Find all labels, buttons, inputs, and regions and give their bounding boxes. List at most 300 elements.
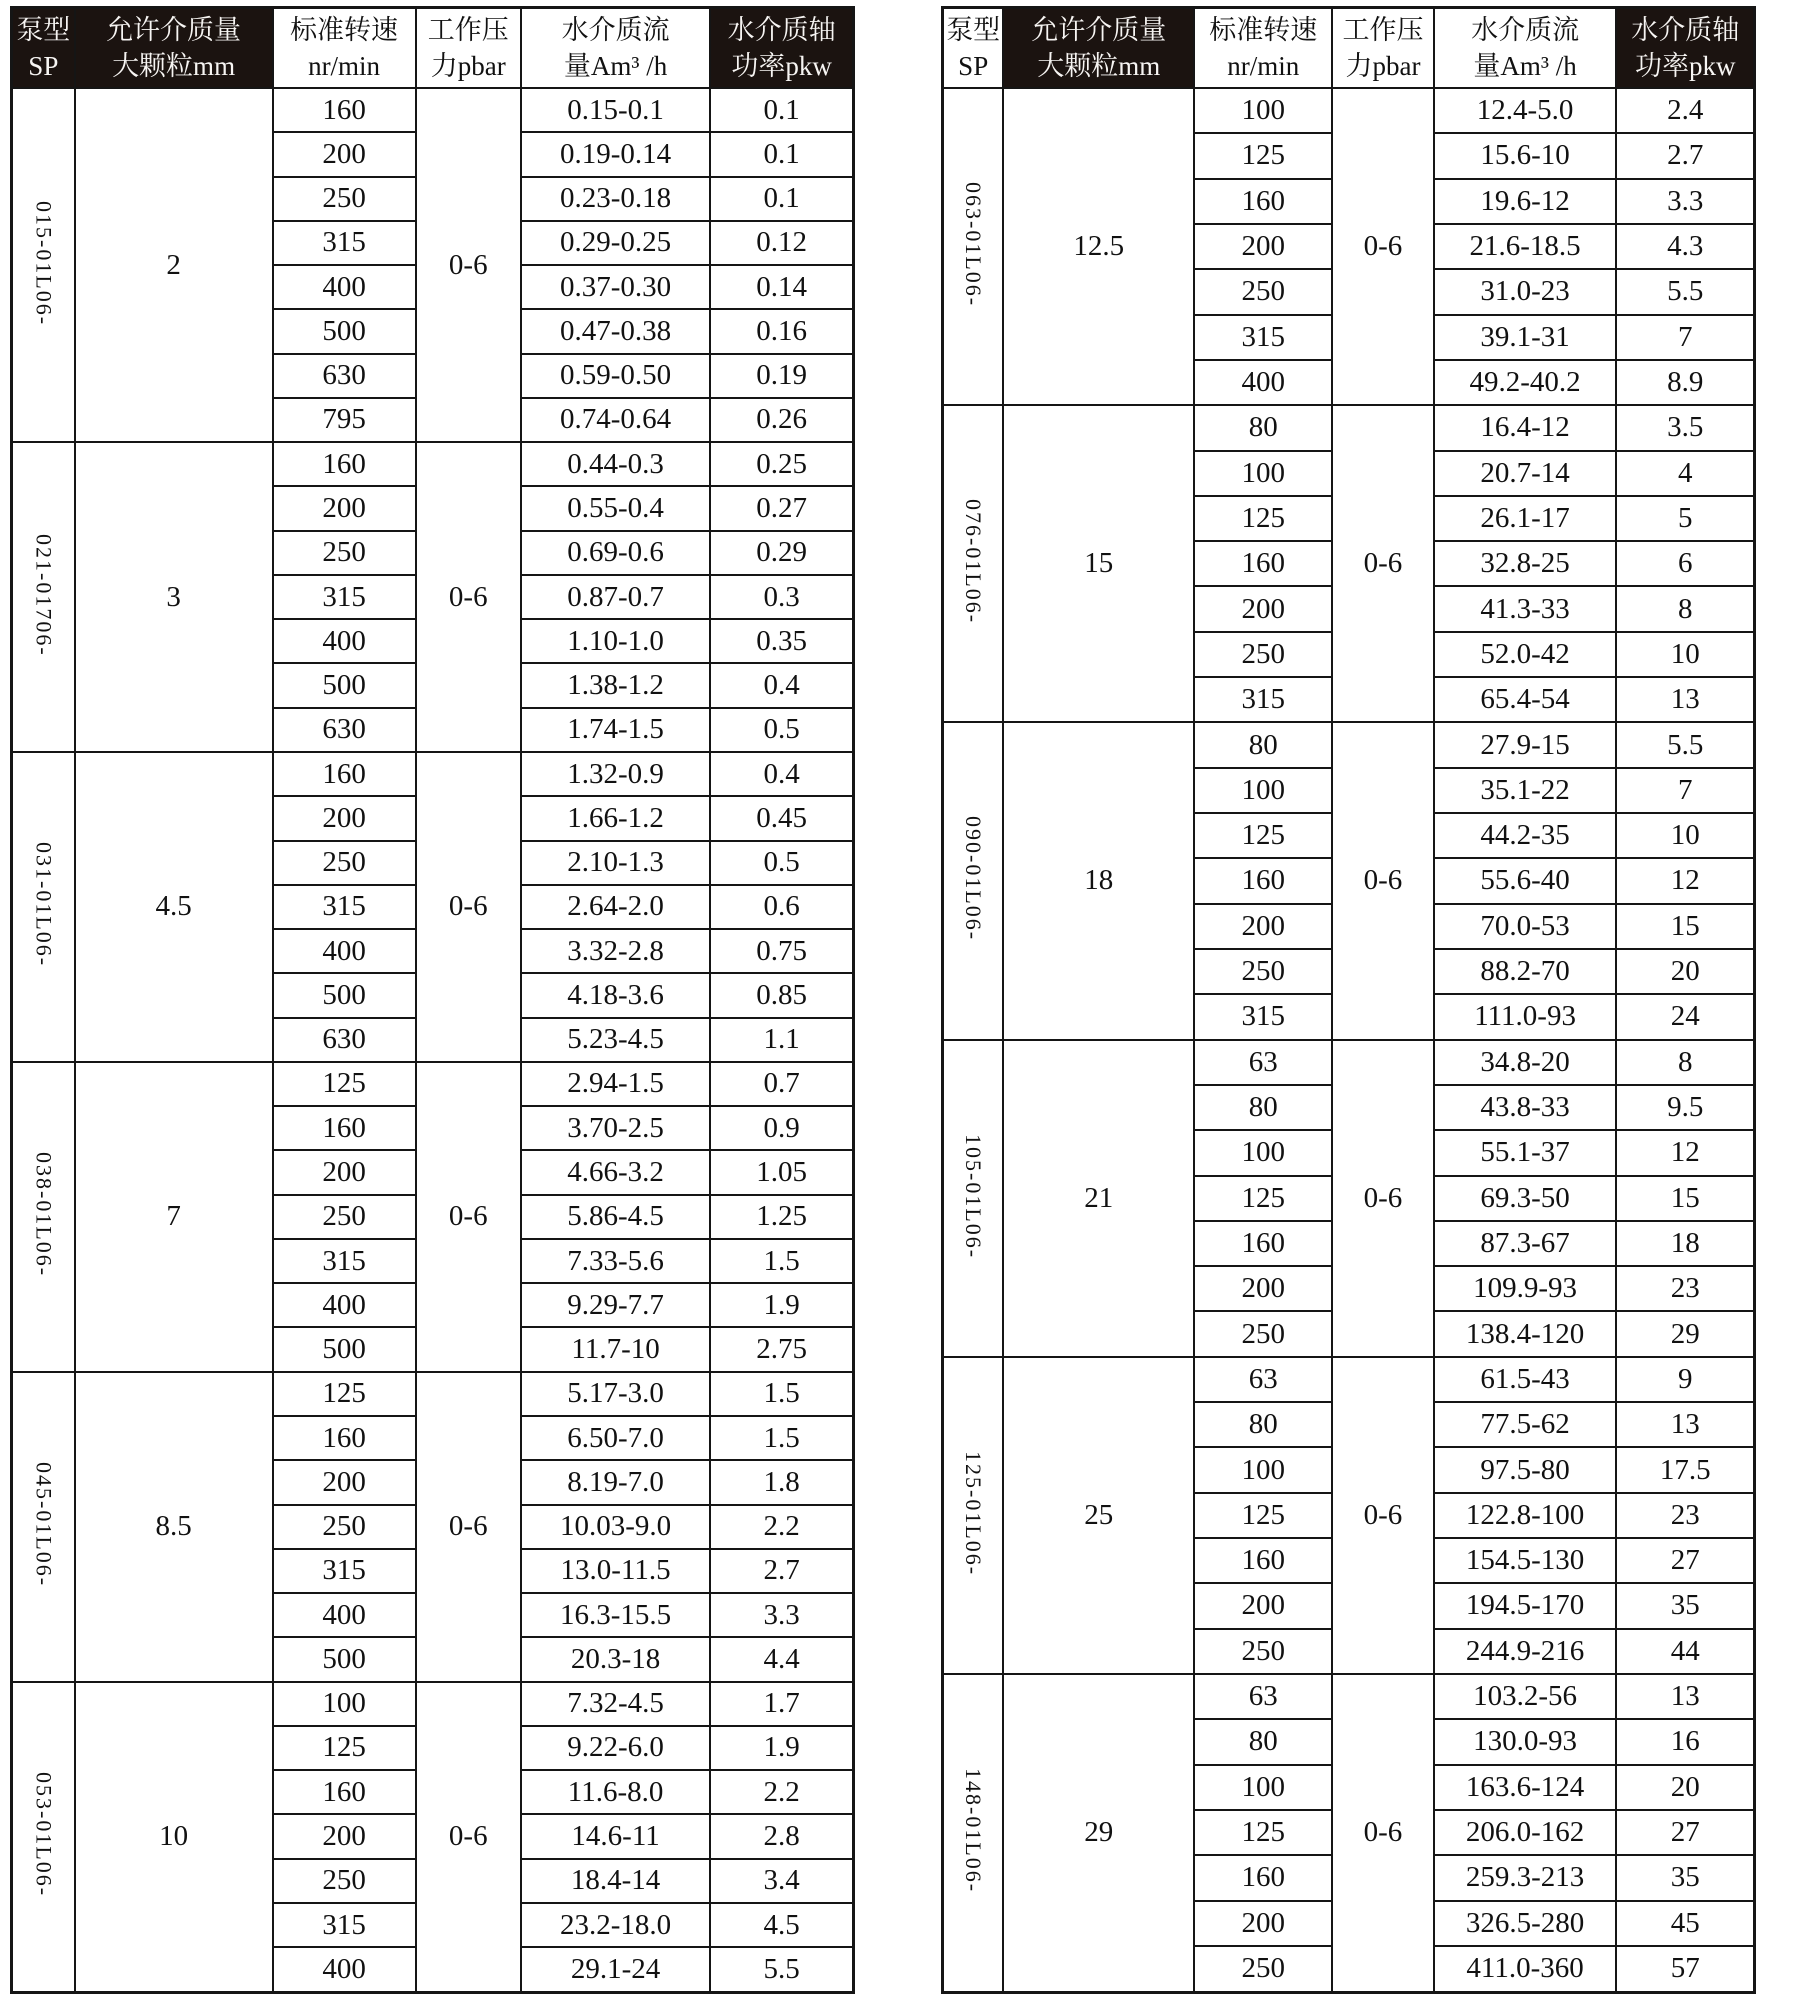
flow-range: 11.6-8.0 [521, 1770, 710, 1814]
flow-range: 12.4-5.0 [1434, 88, 1617, 133]
speed-value: 125 [1194, 1810, 1332, 1855]
shaft-power: 1.25 [710, 1195, 853, 1239]
flow-range: 23.2-18.0 [521, 1903, 710, 1947]
flow-range: 1.38-1.2 [521, 663, 710, 707]
speed-value: 200 [1194, 1266, 1332, 1311]
shaft-power: 1.8 [710, 1460, 853, 1504]
shaft-power: 1.5 [710, 1416, 853, 1460]
speed-value: 315 [273, 221, 416, 265]
flow-range: 15.6-10 [1434, 133, 1617, 178]
speed-value: 500 [273, 663, 416, 707]
header-pump-type: 泵型 SP [943, 8, 1004, 89]
pump-spec-table-right [941, 6, 1756, 1994]
flow-range: 20.3-18 [521, 1637, 710, 1681]
shaft-power: 15 [1616, 904, 1754, 949]
flow-range: 97.5-80 [1434, 1447, 1617, 1492]
pump-model-text: 063-01L06- [961, 182, 987, 308]
flow-range: 0.55-0.4 [521, 486, 710, 530]
pump-model [12, 1062, 75, 1372]
flow-range: 44.2-35 [1434, 813, 1617, 858]
speed-value: 100 [1194, 88, 1332, 133]
speed-value: 400 [273, 929, 416, 973]
speed-value: 315 [273, 1239, 416, 1283]
speed-value: 200 [273, 1150, 416, 1194]
flow-range: 0.23-0.18 [521, 177, 710, 221]
speed-value: 63 [1194, 1674, 1332, 1719]
speed-value: 400 [273, 1947, 416, 1992]
flow-range: 61.5-43 [1434, 1357, 1617, 1402]
speed-value: 400 [273, 619, 416, 663]
shaft-power: 0.35 [710, 619, 853, 663]
header-flow: 水介质流 量Am³ /h [521, 8, 710, 89]
speed-value: 500 [273, 309, 416, 353]
shaft-power: 0.19 [710, 354, 853, 398]
table-row [12, 1682, 854, 1726]
shaft-power: 0.75 [710, 929, 853, 973]
particle-size: 2 [75, 88, 273, 442]
shaft-power: 5.5 [1616, 269, 1754, 314]
particle-size: 7 [75, 1062, 273, 1372]
pump-model-text: 021-01706- [31, 533, 57, 657]
pump-model [943, 1674, 1004, 1993]
pump-model [12, 1372, 75, 1682]
speed-value: 125 [273, 1372, 416, 1416]
speed-value: 250 [1194, 949, 1332, 994]
flow-range: 4.66-3.2 [521, 1150, 710, 1194]
shaft-power: 0.25 [710, 442, 853, 486]
speed-value: 500 [273, 1637, 416, 1681]
shaft-power: 10 [1616, 632, 1754, 677]
working-pressure: 0-6 [1332, 1357, 1434, 1674]
flow-range: 154.5-130 [1434, 1538, 1617, 1583]
speed-value: 100 [1194, 768, 1332, 813]
flow-range: 43.8-33 [1434, 1085, 1617, 1130]
speed-value: 100 [1194, 1130, 1332, 1175]
shaft-power: 57 [1616, 1946, 1754, 1993]
speed-value: 63 [1194, 1357, 1332, 1402]
speed-value: 200 [1194, 1583, 1332, 1628]
pump-model-text: 053-01L06- [31, 1772, 57, 1898]
shaft-power: 1.05 [710, 1150, 853, 1194]
shaft-power: 13 [1616, 1402, 1754, 1447]
flow-range: 16.3-15.5 [521, 1593, 710, 1637]
shaft-power: 20 [1616, 949, 1754, 994]
shaft-power: 0.9 [710, 1106, 853, 1150]
flow-range: 35.1-22 [1434, 768, 1617, 813]
flow-range: 0.44-0.3 [521, 442, 710, 486]
flow-range: 31.0-23 [1434, 269, 1617, 314]
speed-value: 160 [1194, 1221, 1332, 1266]
particle-size: 21 [1003, 1040, 1194, 1357]
flow-range: 138.4-120 [1434, 1311, 1617, 1356]
flow-range: 244.9-216 [1434, 1629, 1617, 1674]
pump-model-text: 015-01L06- [31, 200, 57, 326]
shaft-power: 2.8 [710, 1814, 853, 1858]
flow-range: 111.0-93 [1434, 994, 1617, 1039]
speed-value: 100 [1194, 1447, 1332, 1492]
table-row [943, 1040, 1755, 1085]
pump-model-text: 105-01L06- [961, 1133, 987, 1259]
flow-range: 29.1-24 [521, 1947, 710, 1992]
table-row [12, 88, 854, 132]
pump-model [943, 722, 1004, 1039]
particle-size: 15 [1003, 405, 1194, 722]
speed-value: 160 [1194, 1538, 1332, 1583]
flow-range: 411.0-360 [1434, 1946, 1617, 1993]
shaft-power: 18 [1616, 1221, 1754, 1266]
speed-value: 250 [273, 1505, 416, 1549]
flow-range: 163.6-124 [1434, 1765, 1617, 1810]
flow-range: 19.6-12 [1434, 179, 1617, 224]
speed-value: 160 [1194, 1855, 1332, 1900]
table-row [12, 1062, 854, 1106]
shaft-power: 4.5 [710, 1903, 853, 1947]
working-pressure: 0-6 [416, 1372, 521, 1682]
speed-value: 250 [1194, 1311, 1332, 1356]
table-row [943, 1357, 1755, 1402]
shaft-power: 12 [1616, 1130, 1754, 1175]
shaft-power: 5.5 [1616, 722, 1754, 767]
speed-value: 250 [1194, 1629, 1332, 1674]
speed-value: 200 [1194, 904, 1332, 949]
pump-model-text: 090-01L06- [961, 816, 987, 942]
flow-range: 0.29-0.25 [521, 221, 710, 265]
speed-value: 100 [273, 1682, 416, 1726]
speed-value: 250 [273, 841, 416, 885]
shaft-power: 6 [1616, 541, 1754, 586]
particle-size: 25 [1003, 1357, 1194, 1674]
shaft-power: 8 [1616, 586, 1754, 631]
flow-range: 5.17-3.0 [521, 1372, 710, 1416]
shaft-power: 17.5 [1616, 1447, 1754, 1492]
flow-range: 52.0-42 [1434, 632, 1617, 677]
flow-range: 88.2-70 [1434, 949, 1617, 994]
flow-range: 0.69-0.6 [521, 531, 710, 575]
pump-model [943, 1357, 1004, 1674]
flow-range: 26.1-17 [1434, 496, 1617, 541]
shaft-power: 0.12 [710, 221, 853, 265]
flow-range: 77.5-62 [1434, 1402, 1617, 1447]
shaft-power: 0.4 [710, 752, 853, 796]
shaft-power: 16 [1616, 1719, 1754, 1764]
speed-value: 795 [273, 398, 416, 442]
shaft-power: 0.16 [710, 309, 853, 353]
shaft-power: 10 [1616, 813, 1754, 858]
header-pressure: 工作压 力pbar [416, 8, 521, 89]
flow-range: 70.0-53 [1434, 904, 1617, 949]
flow-range: 41.3-33 [1434, 586, 1617, 631]
shaft-power: 1.7 [710, 1682, 853, 1726]
flow-range: 0.19-0.14 [521, 132, 710, 176]
speed-value: 400 [273, 1593, 416, 1637]
shaft-power: 0.6 [710, 885, 853, 929]
speed-value: 80 [1194, 1719, 1332, 1764]
speed-value: 200 [1194, 224, 1332, 269]
speed-value: 125 [1194, 813, 1332, 858]
flow-range: 8.19-7.0 [521, 1460, 710, 1504]
shaft-power: 0.4 [710, 663, 853, 707]
speed-value: 200 [1194, 1901, 1332, 1946]
shaft-power: 27 [1616, 1538, 1754, 1583]
speed-value: 500 [273, 973, 416, 1017]
shaft-power: 2.75 [710, 1327, 853, 1371]
flow-range: 122.8-100 [1434, 1493, 1617, 1538]
particle-size: 3 [75, 442, 273, 752]
speed-value: 500 [273, 1327, 416, 1371]
speed-value: 100 [1194, 451, 1332, 496]
shaft-power: 0.29 [710, 531, 853, 575]
speed-value: 200 [273, 796, 416, 840]
shaft-power: 20 [1616, 1765, 1754, 1810]
shaft-power: 8 [1616, 1040, 1754, 1085]
speed-value: 100 [1194, 1765, 1332, 1810]
speed-value: 630 [273, 354, 416, 398]
shaft-power: 13 [1616, 677, 1754, 722]
speed-value: 315 [273, 1549, 416, 1593]
header-particle: 允许介质量 大颗粒mm [1003, 8, 1194, 89]
table-row [943, 1674, 1755, 1719]
header-power: 水介质轴 功率pkw [1616, 8, 1754, 89]
shaft-power: 2.4 [1616, 88, 1754, 133]
flow-range: 69.3-50 [1434, 1176, 1617, 1221]
table-row [943, 405, 1755, 450]
shaft-power: 5.5 [710, 1947, 853, 1992]
speed-value: 125 [273, 1726, 416, 1770]
speed-value: 80 [1194, 405, 1332, 450]
flow-range: 39.1-31 [1434, 315, 1617, 360]
speed-value: 200 [273, 1460, 416, 1504]
shaft-power: 0.1 [710, 132, 853, 176]
particle-size: 8.5 [75, 1372, 273, 1682]
flow-range: 1.66-1.2 [521, 796, 710, 840]
speed-value: 160 [273, 1416, 416, 1460]
shaft-power: 9.5 [1616, 1085, 1754, 1130]
flow-range: 55.1-37 [1434, 1130, 1617, 1175]
shaft-power: 8.9 [1616, 360, 1754, 405]
table-body-left [12, 88, 854, 1993]
speed-value: 160 [273, 442, 416, 486]
flow-range: 3.70-2.5 [521, 1106, 710, 1150]
speed-value: 80 [1194, 1085, 1332, 1130]
speed-value: 250 [1194, 269, 1332, 314]
speed-value: 200 [273, 486, 416, 530]
speed-value: 315 [273, 575, 416, 619]
shaft-power: 23 [1616, 1493, 1754, 1538]
pump-model-text: 125-01L06- [961, 1450, 987, 1576]
working-pressure: 0-6 [416, 442, 521, 752]
pump-model-text: 038-01L06- [31, 1152, 57, 1278]
shaft-power: 0.7 [710, 1062, 853, 1106]
shaft-power: 9 [1616, 1357, 1754, 1402]
speed-value: 80 [1194, 722, 1332, 767]
speed-value: 160 [273, 1770, 416, 1814]
speed-value: 200 [1194, 586, 1332, 631]
shaft-power: 35 [1616, 1855, 1754, 1900]
pump-model-text: 045-01L06- [31, 1462, 57, 1588]
flow-range: 87.3-67 [1434, 1221, 1617, 1266]
speed-value: 160 [1194, 541, 1332, 586]
shaft-power: 1.5 [710, 1372, 853, 1416]
shaft-power: 0.14 [710, 265, 853, 309]
shaft-power: 0.85 [710, 973, 853, 1017]
shaft-power: 1.5 [710, 1239, 853, 1283]
speed-value: 315 [1194, 677, 1332, 722]
speed-value: 125 [273, 1062, 416, 1106]
shaft-power: 27 [1616, 1810, 1754, 1855]
shaft-power: 15 [1616, 1176, 1754, 1221]
speed-value: 250 [273, 1195, 416, 1239]
flow-range: 1.74-1.5 [521, 708, 710, 752]
flow-range: 7.32-4.5 [521, 1682, 710, 1726]
flow-range: 3.32-2.8 [521, 929, 710, 973]
particle-size: 10 [75, 1682, 273, 1993]
particle-size: 4.5 [75, 752, 273, 1062]
pump-spec-table-left [10, 6, 855, 1994]
shaft-power: 0.45 [710, 796, 853, 840]
shaft-power: 2.7 [1616, 133, 1754, 178]
pump-model [943, 88, 1004, 405]
shaft-power: 29 [1616, 1311, 1754, 1356]
particle-size: 29 [1003, 1674, 1194, 1993]
speed-value: 200 [273, 1814, 416, 1858]
pump-model [12, 88, 75, 442]
pump-model-text: 076-01L06- [961, 499, 987, 625]
shaft-power: 3.4 [710, 1859, 853, 1903]
shaft-power: 0.5 [710, 708, 853, 752]
flow-range: 10.03-9.0 [521, 1505, 710, 1549]
speed-value: 250 [1194, 632, 1332, 677]
header-particle: 允许介质量 大颗粒mm [75, 8, 273, 89]
flow-range: 27.9-15 [1434, 722, 1617, 767]
flow-range: 65.4-54 [1434, 677, 1617, 722]
pump-model [943, 405, 1004, 722]
flow-range: 18.4-14 [521, 1859, 710, 1903]
shaft-power: 7 [1616, 315, 1754, 360]
speed-value: 80 [1194, 1402, 1332, 1447]
shaft-power: 3.5 [1616, 405, 1754, 450]
speed-value: 315 [1194, 315, 1332, 360]
speed-value: 315 [273, 1903, 416, 1947]
flow-range: 34.8-20 [1434, 1040, 1617, 1085]
speed-value: 63 [1194, 1040, 1332, 1085]
shaft-power: 7 [1616, 768, 1754, 813]
flow-range: 194.5-170 [1434, 1583, 1617, 1628]
table-header-right [943, 8, 1755, 89]
flow-range: 32.8-25 [1434, 541, 1617, 586]
shaft-power: 1.9 [710, 1726, 853, 1770]
speed-value: 200 [273, 132, 416, 176]
flow-range: 5.23-4.5 [521, 1018, 710, 1062]
shaft-power: 2.2 [710, 1505, 853, 1549]
flow-range: 21.6-18.5 [1434, 224, 1617, 269]
speed-value: 160 [1194, 858, 1332, 903]
working-pressure: 0-6 [1332, 1674, 1434, 1993]
particle-size: 18 [1003, 722, 1194, 1039]
shaft-power: 35 [1616, 1583, 1754, 1628]
shaft-power: 4.3 [1616, 224, 1754, 269]
pump-model [12, 1682, 75, 1993]
shaft-power: 3.3 [1616, 179, 1754, 224]
flow-range: 16.4-12 [1434, 405, 1617, 450]
header-speed: 标准转速 nr/min [273, 8, 416, 89]
flow-range: 0.15-0.1 [521, 88, 710, 132]
flow-range: 259.3-213 [1434, 1855, 1617, 1900]
shaft-power: 3.3 [710, 1593, 853, 1637]
speed-value: 125 [1194, 1493, 1332, 1538]
speed-value: 630 [273, 708, 416, 752]
table-header-left [12, 8, 854, 89]
flow-range: 206.0-162 [1434, 1810, 1617, 1855]
working-pressure: 0-6 [416, 1682, 521, 1993]
speed-value: 400 [273, 1283, 416, 1327]
shaft-power: 0.1 [710, 177, 853, 221]
speed-value: 400 [273, 265, 416, 309]
table-row [943, 722, 1755, 767]
shaft-power: 4 [1616, 451, 1754, 496]
speed-value: 125 [1194, 496, 1332, 541]
flow-range: 5.86-4.5 [521, 1195, 710, 1239]
shaft-power: 0.5 [710, 841, 853, 885]
pump-model-text: 031-01L06- [31, 842, 57, 968]
working-pressure: 0-6 [416, 1062, 521, 1372]
header-power: 水介质轴 功率pkw [710, 8, 853, 89]
working-pressure: 0-6 [416, 88, 521, 442]
working-pressure: 0-6 [1332, 722, 1434, 1039]
pump-model-text: 148-01L06- [961, 1768, 987, 1894]
shaft-power: 0.26 [710, 398, 853, 442]
flow-range: 1.32-0.9 [521, 752, 710, 796]
flow-range: 11.7-10 [521, 1327, 710, 1371]
header-speed: 标准转速 nr/min [1194, 8, 1332, 89]
shaft-power: 0.27 [710, 486, 853, 530]
shaft-power: 4.4 [710, 1637, 853, 1681]
flow-range: 2.94-1.5 [521, 1062, 710, 1106]
speed-value: 125 [1194, 1176, 1332, 1221]
speed-value: 630 [273, 1018, 416, 1062]
pump-model [12, 752, 75, 1062]
pump-model [943, 1040, 1004, 1357]
flow-range: 13.0-11.5 [521, 1549, 710, 1593]
flow-range: 2.64-2.0 [521, 885, 710, 929]
flow-range: 6.50-7.0 [521, 1416, 710, 1460]
table-body-right [943, 88, 1755, 1993]
flow-range: 1.10-1.0 [521, 619, 710, 663]
speed-value: 250 [1194, 1946, 1332, 1993]
shaft-power: 13 [1616, 1674, 1754, 1719]
table-row [12, 752, 854, 796]
table-row [12, 1372, 854, 1416]
shaft-power: 44 [1616, 1629, 1754, 1674]
speed-value: 250 [273, 177, 416, 221]
flow-range: 0.74-0.64 [521, 398, 710, 442]
speed-value: 315 [273, 885, 416, 929]
flow-range: 2.10-1.3 [521, 841, 710, 885]
working-pressure: 0-6 [1332, 405, 1434, 722]
header-pressure: 工作压 力pbar [1332, 8, 1434, 89]
speed-value: 250 [273, 1859, 416, 1903]
flow-range: 130.0-93 [1434, 1719, 1617, 1764]
table-row [12, 442, 854, 486]
speed-value: 250 [273, 531, 416, 575]
shaft-power: 0.3 [710, 575, 853, 619]
shaft-power: 12 [1616, 858, 1754, 903]
flow-range: 9.29-7.7 [521, 1283, 710, 1327]
shaft-power: 2.7 [710, 1549, 853, 1593]
shaft-power: 2.2 [710, 1770, 853, 1814]
flow-range: 49.2-40.2 [1434, 360, 1617, 405]
speed-value: 160 [273, 88, 416, 132]
flow-range: 0.87-0.7 [521, 575, 710, 619]
